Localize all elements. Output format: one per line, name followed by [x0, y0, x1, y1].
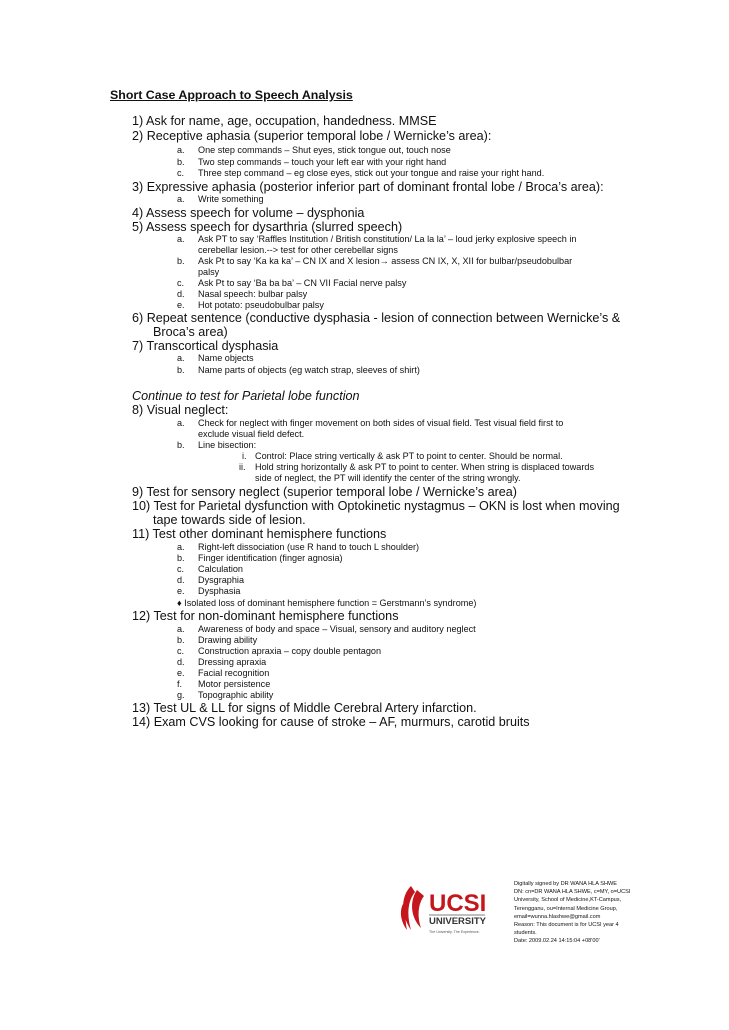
- sub-list-item: side of neglect, the PT will identify the center of the string wrongly.: [255, 473, 521, 483]
- list-item: 11) Test other dominant hemisphere functions: [132, 527, 387, 541]
- sub-list-item: a.: [177, 624, 185, 634]
- sub-list-item: ♦ Isolated loss of dominant hemisphere function = Gerstmann’s syndrome): [177, 598, 477, 608]
- sub-list-item: palsy: [198, 267, 220, 277]
- sub-list-item: Motor persistence: [198, 679, 271, 689]
- list-item: Broca’s area): [153, 325, 228, 339]
- sub-list-item: Write something: [198, 194, 264, 204]
- sub-list-item: Ask PT to say ‘Raffles Institution / British constitution/ La la la’ – loud jerky explosive speech in: [198, 234, 577, 244]
- sub-list-item: a.: [177, 418, 185, 428]
- signature-line: DN: cn=DR WANA HLA SHWE, c=MY, o=UCSI: [514, 889, 631, 896]
- sub-list-item: Dressing apraxia: [198, 657, 267, 667]
- ucsi-logo: [397, 880, 515, 940]
- list-item: 5) Assess speech for dysarthria (slurred speech): [132, 220, 403, 234]
- list-item: 3) Expressive aphasia (posterior inferior part of dominant frontal lobe / Broca’s area):: [132, 180, 604, 194]
- signature-line: Terengganu, ou=Internal Medicine Group,: [514, 905, 618, 912]
- signature-line: University, School of Medicine,KT-Campus,: [514, 897, 622, 904]
- sub-list-item: c.: [177, 564, 185, 574]
- list-item: 1) Ask for name, age, occupation, handedness. MMSE: [132, 114, 437, 128]
- sub-list-item: Three step command – eg close eyes, stick out your tongue and raise your right hand.: [198, 168, 545, 178]
- sub-list-item: d.: [177, 575, 185, 585]
- sub-list-item: c.: [177, 168, 185, 178]
- sub-list-item: Name objects: [198, 353, 254, 363]
- sub-list-item: Dysphasia: [198, 586, 241, 596]
- signature-line: Reason: This document is for UCSI year 4: [514, 922, 619, 929]
- sub-list-item: a.: [177, 353, 185, 363]
- page-title: Short Case Approach to Speech Analysis: [110, 88, 353, 102]
- sub-list-item: f.: [177, 679, 183, 689]
- signature-line: Date: 2009.02.24 14:15:04 +08'00': [514, 938, 600, 945]
- sub-list-item: Hold string horizontally & ask PT to point to center. When string is displaced towards: [255, 462, 594, 472]
- sub-list-item: a.: [177, 194, 185, 204]
- sub-list-item: Finger identification (finger agnosia): [198, 553, 343, 563]
- list-item: 14) Exam CVS looking for cause of stroke – AF, murmurs, carotid bruits: [132, 715, 530, 729]
- sub-list-item: g.: [177, 690, 185, 700]
- sub-list-item: Drawing ability: [198, 635, 258, 645]
- sub-list-item: i.: [242, 451, 247, 461]
- sub-list-item: Nasal speech: bulbar palsy: [198, 289, 308, 299]
- svg-text:UNIVERSITY: UNIVERSITY: [429, 916, 487, 927]
- list-item: 13) Test UL & LL for signs of Middle Cerebral Artery infarction.: [132, 701, 477, 715]
- sub-list-item: cerebellar lesion.--> test for other cerebellar signs: [198, 245, 398, 255]
- list-item: 2) Receptive aphasia (superior temporal lobe / Wernicke’s area):: [132, 129, 492, 143]
- sub-list-item: c.: [177, 278, 185, 288]
- sub-list-item: Topographic ability: [198, 690, 274, 700]
- sub-list-item: a.: [177, 234, 185, 244]
- sub-list-item: Dysgraphia: [198, 575, 244, 585]
- signature-line: students.: [514, 930, 537, 937]
- list-item: tape towards side of lesion.: [153, 513, 306, 527]
- sub-list-item: b.: [177, 553, 185, 563]
- list-item: 4) Assess speech for volume – dysphonia: [132, 206, 365, 220]
- sub-list-item: b.: [177, 157, 185, 167]
- sub-list-item: Construction apraxia – copy double pentagon: [198, 646, 382, 656]
- sub-list-item: b.: [177, 256, 185, 266]
- sub-list-item: a.: [177, 145, 185, 155]
- sub-list-item: e.: [177, 668, 185, 678]
- sub-list-item: Check for neglect with finger movement on both sides of visual field. Test visual field first to: [198, 418, 564, 428]
- signature-line: email=wunna.hlashwe@gmail.com: [514, 913, 601, 920]
- list-item: 10) Test for Parietal dysfunction with Optokinetic nystagmus – OKN is lost when moving: [132, 499, 620, 513]
- sub-list-item: ii.: [239, 462, 246, 472]
- sub-list-item: Hot potato: pseudobulbar palsy: [198, 300, 324, 310]
- sub-list-item: Facial recognition: [198, 668, 270, 678]
- sub-list-item: One step commands – Shut eyes, stick tongue out, touch nose: [198, 145, 451, 155]
- digital-signature-block: [514, 880, 644, 946]
- sub-list-item: Awareness of body and space – Visual, sensory and auditory neglect: [198, 624, 476, 634]
- sub-list-item: b.: [177, 440, 185, 450]
- sub-list-item: Line bisection:: [198, 440, 257, 450]
- sub-list-item: d.: [177, 289, 185, 299]
- list-item: 7) Transcortical dysphasia: [132, 339, 279, 353]
- list-item: Continue to test for Parietal lobe function: [132, 389, 360, 403]
- sub-list-item: Ask Pt to say ‘Ka ka ka’ – CN IX and X lesion→ assess CN IX, X, XII for bulbar/pseudobulbar: [198, 256, 573, 266]
- sub-list-item: Right-left dissociation (use R hand to touch L shoulder): [198, 542, 420, 552]
- sub-list-item: Ask Pt to say ‘Ba ba ba’ – CN VII Facial nerve palsy: [198, 278, 407, 288]
- sub-list-item: b.: [177, 365, 185, 375]
- sub-list-item: d.: [177, 657, 185, 667]
- sub-list-item: Calculation: [198, 564, 243, 574]
- svg-text:UCSI: UCSI: [429, 890, 487, 917]
- list-item: 12) Test for non-dominant hemisphere functions: [132, 609, 399, 623]
- signature-line: Digitally signed by DR WANA HLA SHWE: [514, 881, 617, 887]
- list-item: 9) Test for sensory neglect (superior temporal lobe / Wernicke’s area): [132, 485, 517, 499]
- sub-list-item: Name parts of objects (eg watch strap, sleeves of shirt): [198, 365, 420, 375]
- list-item: 8) Visual neglect:: [132, 403, 229, 417]
- sub-list-item: e.: [177, 586, 185, 596]
- svg-text:The University. The Experience: The University. The Experience.: [429, 930, 480, 934]
- sub-list-item: Control: Place string vertically & ask PT to point to center. Should be normal.: [255, 451, 563, 461]
- sub-list-item: a.: [177, 542, 185, 552]
- sub-list-item: e.: [177, 300, 185, 310]
- sub-list-item: exclude visual field defect.: [198, 429, 305, 439]
- sub-list-item: b.: [177, 635, 185, 645]
- sub-list-item: Two step commands – touch your left ear with your right hand: [198, 157, 447, 167]
- sub-list-item: c.: [177, 646, 185, 656]
- list-item: 6) Repeat sentence (conductive dysphasia - lesion of connection between Wernicke’s &: [132, 311, 621, 325]
- ucsi-emblem-icon: [397, 880, 515, 940]
